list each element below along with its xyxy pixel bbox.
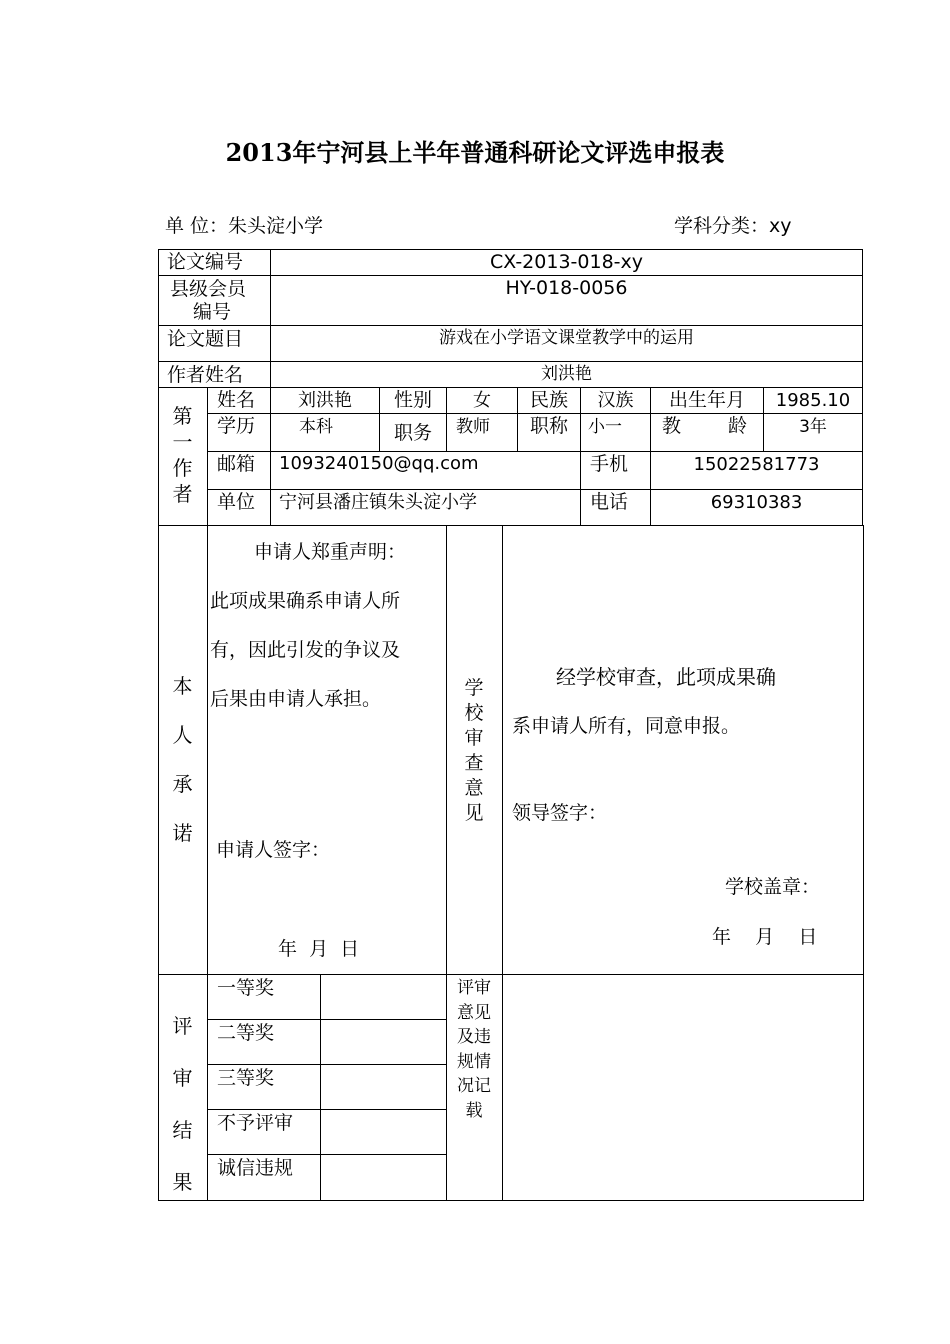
- leader-sign: 领导签字：: [512, 802, 608, 824]
- member-no-value: HY-018-0056: [505, 277, 628, 299]
- gender-value: 女: [473, 390, 491, 411]
- ethnic-label: 民族: [529, 389, 568, 411]
- option-integrity-violation: 诚信违规: [217, 1157, 294, 1179]
- pledge-line-3: 有，因此引发的争议及: [210, 639, 401, 661]
- ethnic-value: 汉族: [597, 390, 634, 411]
- org-value: 宁河县潘庄镇朱头淀小学: [279, 492, 477, 513]
- age-value: 3年: [799, 417, 827, 437]
- topic-value: 游戏在小学语文课堂教学中的运用: [439, 328, 694, 348]
- option-third-prize: 三等奖: [217, 1067, 275, 1089]
- edu-label: 学历: [217, 415, 256, 437]
- email-label: 邮箱: [217, 453, 256, 475]
- subject-value: xy: [769, 215, 792, 237]
- paper-no-value: CX-2013-018-xy: [489, 251, 643, 273]
- edu-value: 本科: [299, 417, 333, 437]
- unit-label: 单 位：: [165, 215, 229, 237]
- author-label: 作者姓名: [167, 364, 244, 386]
- pledge-line-4: 后果由申请人承担。: [210, 688, 382, 710]
- review-notes-label: 评审 意见 及违 规情 况记 载: [457, 978, 491, 1121]
- unit-value: 朱头淀小学: [228, 215, 324, 237]
- school-review-label: 学 校 审 查 意 见: [464, 677, 484, 824]
- phone-label: 电话: [590, 491, 629, 513]
- birth-value: 1985.10: [775, 390, 851, 411]
- subject-label: 学科分类：: [674, 215, 770, 237]
- post-label: 职务: [393, 422, 432, 444]
- review-line-2: 系申请人所有，同意申报。: [512, 715, 741, 737]
- author-value: 刘洪艳: [541, 364, 592, 384]
- review-date: 年 月 日: [712, 926, 818, 948]
- member-no-label-line1: 县级会员: [170, 278, 247, 300]
- first-author-label: 第 一 作 者: [172, 404, 193, 506]
- page-title: 2013年宁河县上半年普通科研论文评选申报表: [225, 138, 725, 167]
- title-label: 职称: [529, 415, 568, 437]
- pledge-line-1: 申请人郑重声明：: [254, 541, 407, 563]
- option-first-prize: 一等奖: [217, 977, 275, 999]
- option-not-reviewed: 不予评审: [217, 1112, 294, 1134]
- name-value: 刘洪艳: [298, 390, 352, 411]
- pledge-date: 年 月 日: [278, 938, 360, 960]
- result-label: 评 审 结 果: [172, 1014, 193, 1194]
- age-label-1: 教: [662, 415, 682, 437]
- member-no-label-line2: 编号: [193, 301, 232, 323]
- mobile-value: 15022581773: [693, 454, 820, 475]
- review-line-1: 经学校审查，此项成果确: [556, 665, 776, 689]
- age-label-2: 龄: [728, 415, 748, 437]
- school-stamp: 学校盖章：: [725, 876, 821, 898]
- name-label: 姓名: [217, 389, 256, 411]
- pledge-label: 本 人 承 诺: [172, 674, 193, 845]
- option-second-prize: 二等奖: [217, 1022, 275, 1044]
- subject-field: [674, 211, 792, 238]
- birth-label: 出生年月: [668, 389, 745, 411]
- unit-field: [165, 211, 323, 238]
- email-value: 1093240150@qq.com: [279, 453, 479, 474]
- applicant-sign: 申请人签字：: [216, 839, 331, 861]
- pledge-line-2: 此项成果确系申请人所: [210, 590, 401, 612]
- post-value: 教师: [456, 417, 490, 437]
- gender-label: 性别: [393, 389, 432, 411]
- title-value: 小一: [588, 417, 622, 437]
- phone-value: 69310383: [710, 492, 803, 513]
- paper-no-label: 论文编号: [167, 251, 244, 273]
- org-label: 单位: [217, 491, 256, 513]
- topic-label: 论文题目: [167, 328, 244, 350]
- mobile-label: 手机: [590, 453, 629, 475]
